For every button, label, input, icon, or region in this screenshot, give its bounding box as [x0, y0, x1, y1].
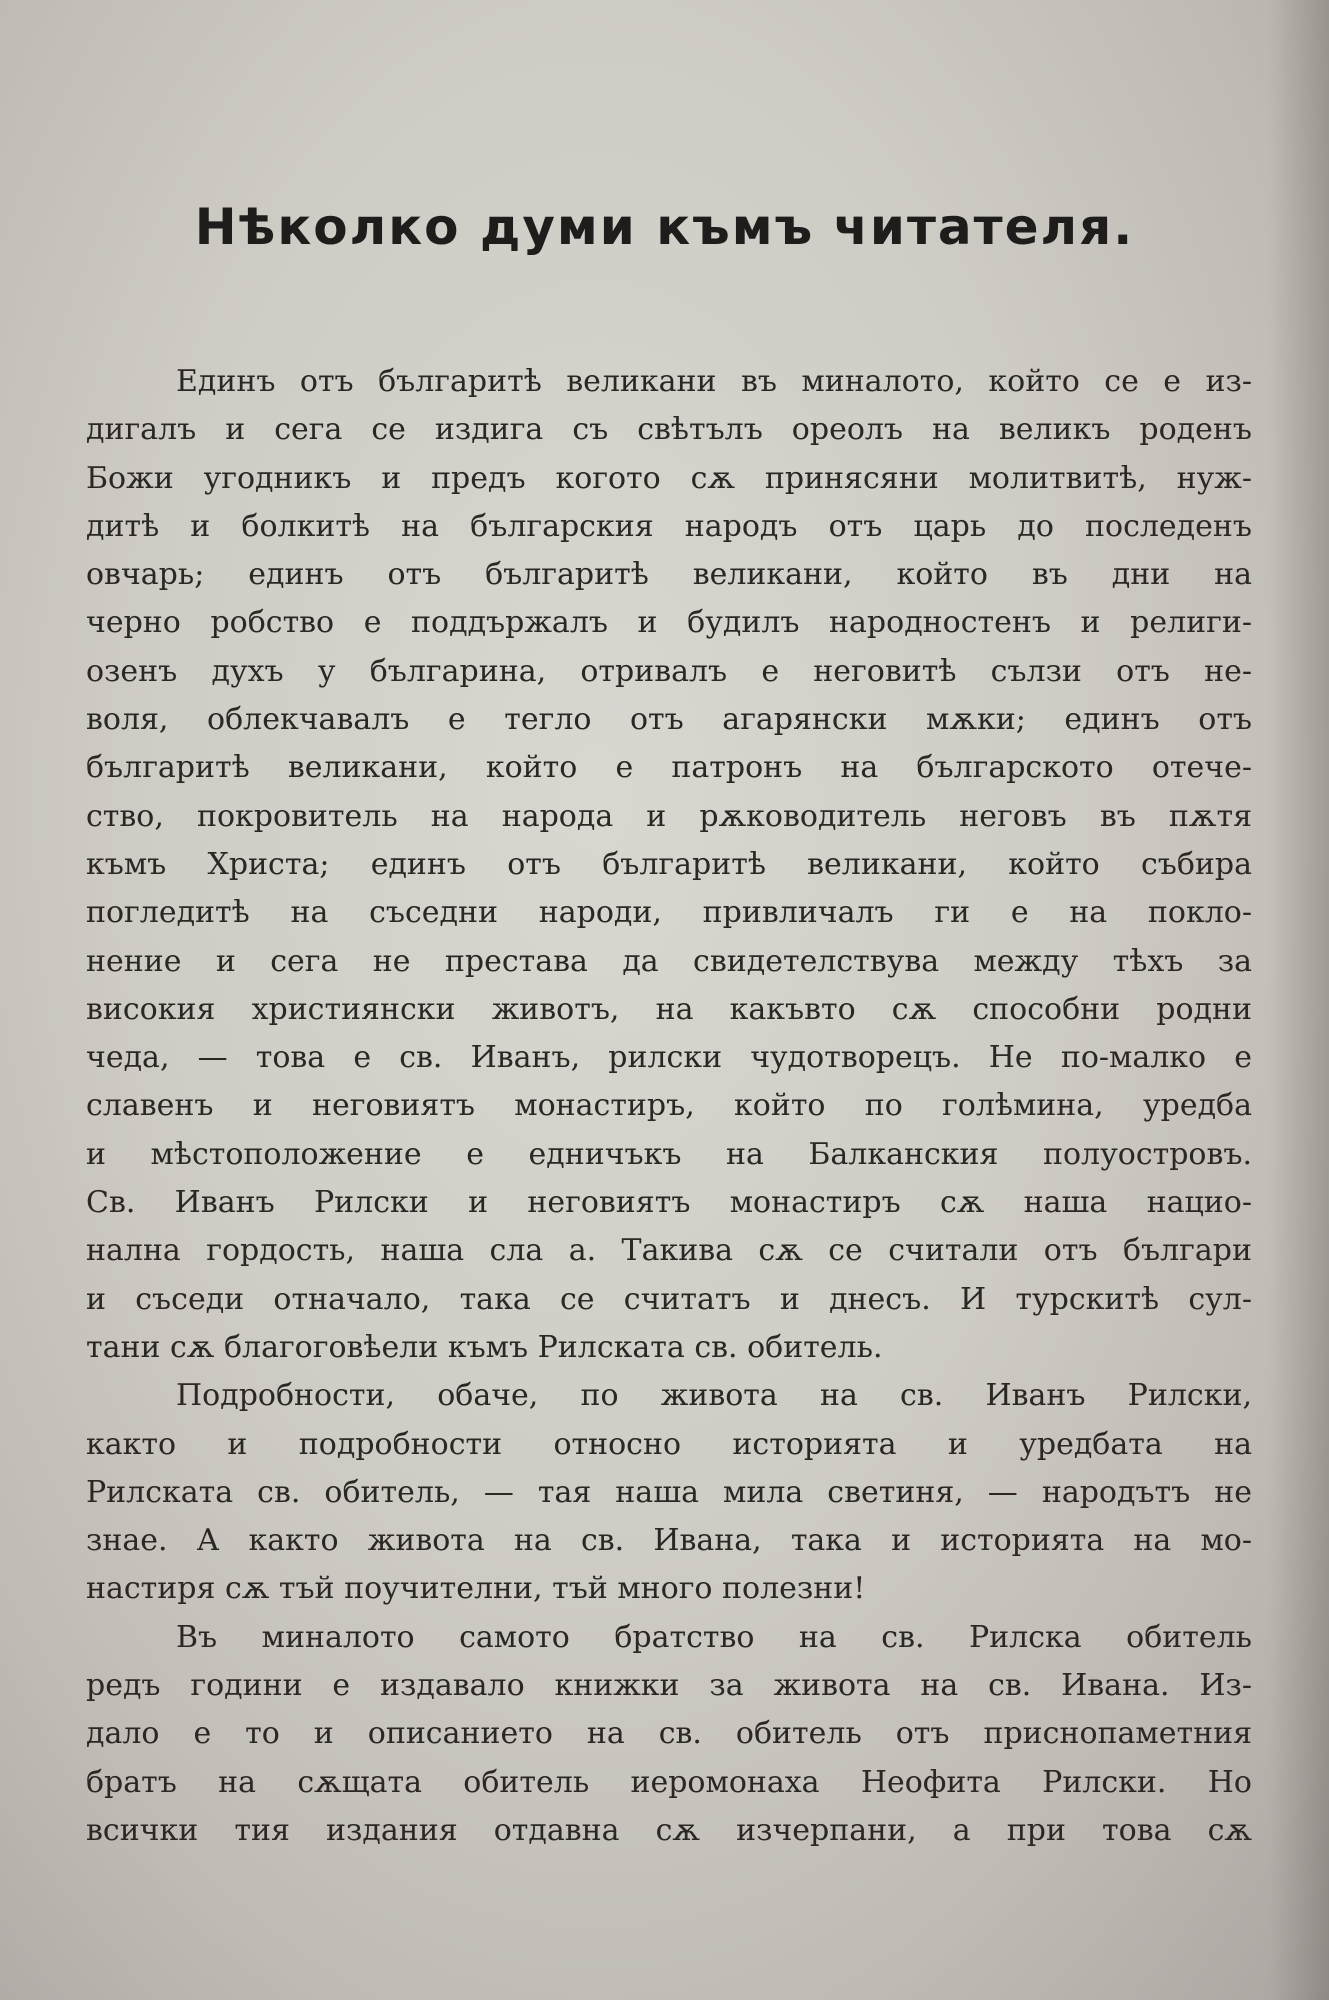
text-line: воля, облекчавалъ е тегло отъ агарянски мѫки; единъ отъ [86, 702, 1252, 738]
text-line: дало е то и описанието на св. обитель отъ приснопаметния [86, 1716, 1252, 1752]
text-line: дитѣ и болкитѣ на българския народъ отъ царь до последенъ [86, 508, 1252, 544]
text-line: и съседи отначало, така се считатъ и днесъ. И турскитѣ сул- [86, 1281, 1252, 1317]
text-line: знае. А както живота на св. Ивана, така и историята на мо- [86, 1523, 1252, 1559]
text-line: Рилската св. обитель, — тая наша мила светиня, — народътъ не [86, 1474, 1252, 1510]
text-line: нение и сега не престава да свидетелствува между тѣхъ за [86, 943, 1252, 979]
text-line: всички тия издания отдавна сѫ изчерпани, а при това сѫ [86, 1812, 1252, 1848]
text-line: българитѣ великани, който е патронъ на българското отече- [86, 750, 1252, 786]
text-line: както и подробности относно историята и уредбата на [86, 1426, 1252, 1462]
page-title: Нѣколко думи къмъ читателя. [194, 198, 1135, 256]
text-line: редъ години е издавало книжки за живота на св. Ивана. Из- [86, 1668, 1252, 1704]
page-edge-shadow [1269, 0, 1329, 2000]
text-line: нална гордость, наша сла а. Такива сѫ се считали отъ българи [86, 1233, 1252, 1269]
text-line: Въ миналото самото братство на св. Рилска обитель [176, 1619, 1252, 1655]
text-line: погледитѣ на съседни народи, привличалъ ги е на покло- [86, 895, 1252, 931]
text-line: овчарь; единъ отъ българитѣ великани, който въ дни на [86, 557, 1252, 593]
text-line: тани сѫ благоговѣели къмъ Рилската св. обитель. [86, 1329, 883, 1365]
text-line: Подробности, обаче, по живота на св. Иванъ Рилски, [176, 1378, 1252, 1414]
text-line: дигалъ и сега се издига съ свѣтълъ ореолъ на великъ роденъ [86, 412, 1252, 448]
text-line: Единъ отъ българитѣ великани въ миналото, който се е из- [176, 364, 1252, 399]
text-line: озенъ духъ у българина, отривалъ е неговитѣ сълзи отъ не- [86, 653, 1252, 689]
text-line: и мѣстоположение е едничъкъ на Балканския полуостровъ. [86, 1136, 1252, 1172]
text-line: чеда, — това е св. Иванъ, рилски чудотворецъ. Не по-малко е [86, 1040, 1252, 1076]
text-line: ство, покровитель на народа и рѫководитель неговъ въ пѫтя [86, 798, 1252, 834]
text-line: Св. Иванъ Рилски и неговиятъ монастиръ сѫ наша нацио- [86, 1185, 1252, 1221]
text-line: къмъ Христа; единъ отъ българитѣ великани, който събира [86, 846, 1252, 882]
text-line: братъ на сѫщата обитель иеромонаха Неофита Рилски. Но [86, 1764, 1252, 1800]
text-line: високия християнски животъ, на какъвто сѫ способни родни [86, 991, 1252, 1027]
text-line: настиря сѫ тъй поучителни, тъй много полезни! [86, 1571, 866, 1607]
text-line: черно робство е поддържалъ и будилъ народностенъ и религи- [86, 605, 1252, 641]
body-text [86, 358, 1252, 1855]
text-line: славенъ и неговиятъ монастиръ, който по голѣмина, уредба [86, 1088, 1252, 1124]
text-line: Божи угодникъ и предъ когото сѫ принясяни молитвитѣ, нуж- [86, 460, 1252, 496]
